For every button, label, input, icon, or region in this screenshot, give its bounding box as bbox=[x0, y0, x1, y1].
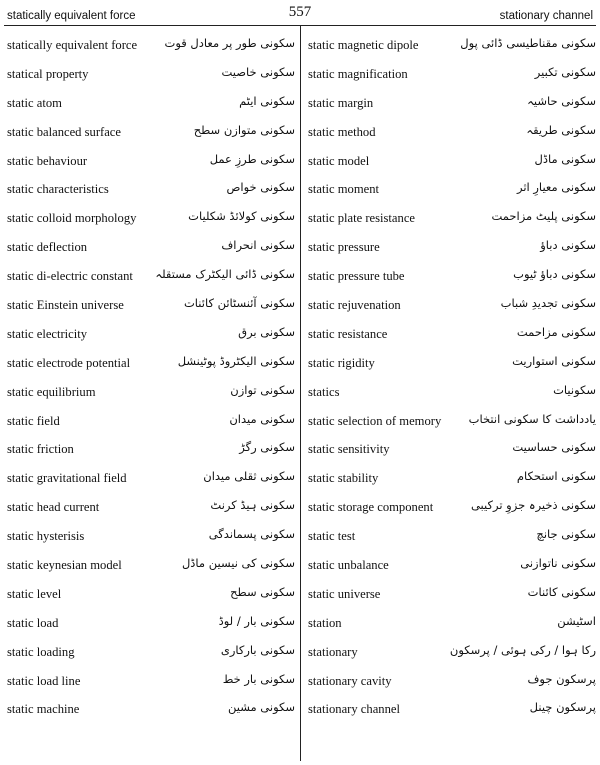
english-term: static hysterisis bbox=[7, 529, 85, 544]
urdu-term: سکونی طور پر معادل قوت bbox=[164, 36, 295, 50]
dictionary-entry bbox=[5, 610, 297, 639]
urdu-term: سکونی معیارِ اثر bbox=[516, 180, 596, 195]
urdu-term: سکونی سطح bbox=[230, 584, 295, 599]
english-term: static field bbox=[7, 413, 60, 428]
dictionary-entry bbox=[5, 90, 297, 119]
english-term: static pressure tube bbox=[308, 269, 405, 284]
urdu-term: سکونی تکبیر bbox=[534, 64, 596, 79]
english-term: static load line bbox=[7, 673, 81, 688]
english-term: static moment bbox=[308, 182, 379, 197]
dictionary-entry bbox=[306, 696, 598, 725]
urdu-term: سکونی دباؤ ٹیوب bbox=[513, 267, 596, 282]
urdu-term: سکونی ڈائی الیکٹرک مستقلہ bbox=[155, 267, 295, 282]
english-term: static electrode potential bbox=[7, 355, 131, 370]
dictionary-entry bbox=[5, 581, 297, 610]
english-term: static sensitivity bbox=[308, 442, 390, 457]
dictionary-entry bbox=[5, 176, 297, 205]
urdu-term: سکونی توازن bbox=[230, 382, 295, 397]
dictionary-entry bbox=[306, 523, 598, 552]
english-term: static colloid morphology bbox=[7, 211, 137, 226]
english-term: static selection of memory bbox=[308, 413, 442, 428]
dictionary-entry bbox=[306, 668, 598, 697]
english-term: stationary cavity bbox=[308, 673, 392, 688]
english-term: static resistance bbox=[308, 326, 388, 341]
page-number: 557 bbox=[288, 4, 312, 20]
dictionary-entry bbox=[306, 581, 598, 610]
english-term: static behaviour bbox=[7, 153, 88, 168]
page-header bbox=[0, 0, 600, 24]
urdu-term: سکونی مشین bbox=[227, 700, 295, 715]
urdu-term: سکونی ذخیرہ جزوِ ترکیبی bbox=[470, 498, 596, 513]
left-column bbox=[5, 32, 297, 725]
english-term: static pressure bbox=[308, 240, 380, 255]
urdu-term: یادداشت کا سکونی انتخاب bbox=[468, 411, 596, 426]
dictionary-entry bbox=[306, 148, 598, 177]
urdu-term: پرسکون جوف bbox=[527, 671, 596, 686]
dictionary-entry bbox=[306, 321, 598, 350]
urdu-term: سکونی کولائڈ شکلیات bbox=[188, 209, 295, 224]
dictionary-entry bbox=[306, 350, 598, 379]
urdu-term: سکونی ہیڈ کرنٹ bbox=[210, 498, 295, 513]
english-term: static rejuvenation bbox=[308, 298, 401, 313]
urdu-term: سکونی ناتوازنی bbox=[520, 556, 596, 571]
dictionary-entry bbox=[5, 668, 297, 697]
english-term: static Einstein universe bbox=[7, 298, 124, 313]
dictionary-entry bbox=[306, 176, 598, 205]
urdu-term: سکونی پسماندگی bbox=[208, 527, 295, 542]
urdu-term: سکونی میدان bbox=[229, 411, 295, 426]
english-term: static margin bbox=[308, 95, 374, 110]
english-term: statically equivalent force bbox=[7, 38, 138, 52]
english-term: static stability bbox=[308, 471, 379, 486]
english-term: static keynesian model bbox=[7, 558, 122, 573]
urdu-term: سکونیات bbox=[553, 382, 596, 397]
urdu-term: سکونی متوازن سطح bbox=[193, 122, 295, 137]
english-term: static head current bbox=[7, 500, 100, 515]
urdu-term: سکونی ماڈل bbox=[534, 151, 596, 166]
dictionary-entry bbox=[306, 90, 598, 119]
dictionary-entry bbox=[5, 263, 297, 292]
urdu-term: سکونی خواص bbox=[226, 180, 295, 195]
english-term: static deflection bbox=[7, 240, 88, 255]
dictionary-entry bbox=[5, 292, 297, 321]
dictionary-entry bbox=[5, 148, 297, 177]
dictionary-entry bbox=[306, 61, 598, 90]
english-term: static electricity bbox=[7, 326, 88, 341]
urdu-term: سکونی کی نیسین ماڈل bbox=[181, 556, 295, 571]
dictionary-entry bbox=[306, 610, 598, 639]
dictionary-entry bbox=[306, 552, 598, 581]
dictionary-entry bbox=[306, 408, 598, 437]
english-term: static rigidity bbox=[308, 355, 375, 370]
urdu-term: سکونی دباؤ bbox=[540, 238, 596, 253]
dictionary-entry bbox=[5, 436, 297, 465]
urdu-term: سکونی مقناطیسی ڈائی پول bbox=[460, 36, 596, 50]
header-first-entry: statically equivalent force bbox=[7, 10, 136, 22]
urdu-term: سکونی بار خط bbox=[222, 671, 295, 686]
english-term: static plate resistance bbox=[308, 211, 415, 226]
english-term: static storage component bbox=[308, 500, 434, 515]
urdu-term: سکونی طریقہ bbox=[526, 122, 596, 137]
column-divider bbox=[300, 26, 301, 761]
english-term: static level bbox=[7, 586, 62, 601]
dictionary-entry bbox=[5, 61, 297, 90]
english-term: static model bbox=[308, 153, 370, 168]
dictionary-entry bbox=[5, 465, 297, 494]
header-last-entry: stationary channel bbox=[499, 10, 593, 22]
english-term: station bbox=[308, 615, 342, 630]
dictionary-entry bbox=[306, 205, 598, 234]
english-term: static universe bbox=[308, 586, 381, 601]
dictionary-entry bbox=[5, 119, 297, 148]
dictionary-entry bbox=[5, 494, 297, 523]
dictionary-entry bbox=[306, 234, 598, 263]
dictionary-entry bbox=[5, 350, 297, 379]
english-term: stationary channel bbox=[308, 702, 400, 717]
urdu-term: سکونی ایٹم bbox=[239, 93, 295, 108]
english-term: static atom bbox=[7, 95, 62, 110]
dictionary-entry bbox=[306, 32, 598, 61]
english-term: static method bbox=[308, 124, 376, 139]
dictionary-entry bbox=[5, 205, 297, 234]
urdu-term: رکا ہوا / رکی ہوئی / پرسکون bbox=[449, 642, 596, 657]
urdu-term: سکونی برق bbox=[238, 324, 295, 339]
urdu-term: سکونی کائنات bbox=[527, 584, 596, 599]
urdu-term: سکونی بارکاری bbox=[220, 642, 295, 657]
dictionary-entry bbox=[306, 119, 598, 148]
english-term: static di-electric constant bbox=[7, 269, 133, 284]
urdu-term: سکونی پلیٹ مزاحمت bbox=[491, 209, 596, 224]
english-term: statics bbox=[308, 384, 340, 399]
english-term: statical property bbox=[7, 66, 89, 81]
dictionary-entry bbox=[306, 494, 598, 523]
urdu-term: سکونی آئنسٹائن کائنات bbox=[183, 296, 295, 311]
english-term: static friction bbox=[7, 442, 74, 457]
urdu-term: سکونی الیکٹروڈ پوٹینشل bbox=[177, 353, 295, 368]
urdu-term: سکونی استحکام bbox=[516, 469, 596, 484]
urdu-term: سکونی خاصیت bbox=[221, 64, 295, 79]
english-term: static unbalance bbox=[308, 558, 389, 573]
urdu-term: سکونی بار / لوڈ bbox=[218, 613, 295, 628]
english-term: static balanced surface bbox=[7, 124, 121, 139]
right-column bbox=[306, 32, 598, 725]
english-term: stationary bbox=[308, 644, 358, 659]
urdu-term: سکونی ثقلی میدان bbox=[203, 469, 295, 484]
dictionary-entry bbox=[306, 436, 598, 465]
urdu-term: سکونی حساسیت bbox=[512, 440, 596, 455]
english-term: static characteristics bbox=[7, 182, 109, 197]
dictionary-entry bbox=[5, 408, 297, 437]
english-term: static test bbox=[308, 529, 356, 544]
english-term: static magnification bbox=[308, 66, 408, 81]
english-term: static equilibrium bbox=[7, 384, 96, 399]
dictionary-entry bbox=[5, 696, 297, 725]
urdu-term: سکونی طرزِ عمل bbox=[209, 151, 295, 166]
english-term: static machine bbox=[7, 702, 80, 717]
dictionary-entry bbox=[5, 321, 297, 350]
urdu-term: سکونی جانچ bbox=[536, 527, 596, 542]
english-term: static load bbox=[7, 615, 59, 630]
dictionary-entry bbox=[306, 379, 598, 408]
urdu-term: سکونی انحراف bbox=[221, 238, 295, 253]
dictionary-entry bbox=[5, 234, 297, 263]
english-term: static loading bbox=[7, 644, 75, 659]
dictionary-entry bbox=[306, 465, 598, 494]
dictionary-entry bbox=[5, 32, 297, 61]
urdu-term: اسٹیشن bbox=[557, 613, 596, 628]
urdu-term: سکونی مزاحمت bbox=[516, 324, 596, 339]
urdu-term: سکونی رگڑ bbox=[239, 440, 295, 455]
dictionary-entry bbox=[5, 639, 297, 668]
urdu-term: سکونی استواریت bbox=[512, 353, 596, 368]
urdu-term: پرسکون چینل bbox=[529, 700, 596, 715]
dictionary-entry bbox=[5, 552, 297, 581]
dictionary-entry bbox=[306, 639, 598, 668]
urdu-term: سکونی حاشیہ bbox=[527, 93, 596, 108]
dictionary-entry bbox=[5, 379, 297, 408]
dictionary-entry bbox=[306, 292, 598, 321]
dictionary-entry bbox=[306, 263, 598, 292]
urdu-term: سکونی تجدیدِ شباب bbox=[500, 296, 596, 311]
english-term: static gravitational field bbox=[7, 471, 127, 486]
dictionary-entry bbox=[5, 523, 297, 552]
english-term: static magnetic dipole bbox=[308, 38, 419, 52]
